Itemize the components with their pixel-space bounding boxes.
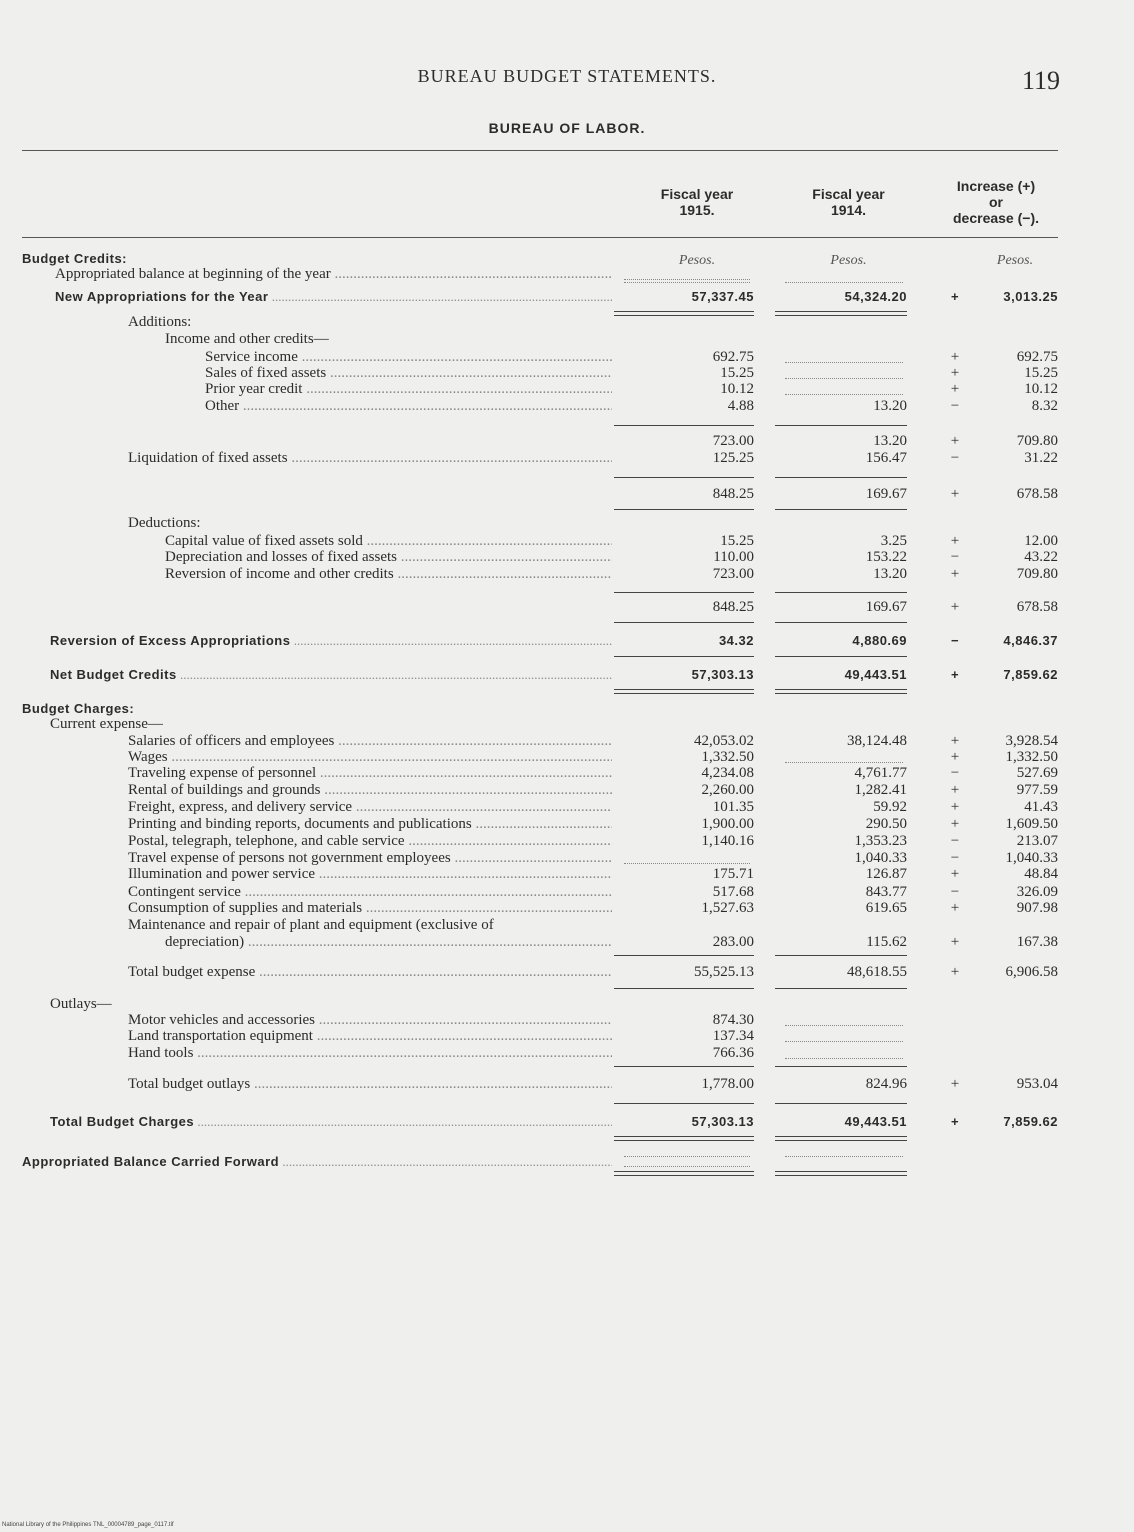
change-sign: −: [950, 549, 960, 565]
empty-cell-leader: [785, 282, 903, 283]
value-1915: 848.25: [712, 599, 754, 615]
table-row: [0, 934, 1134, 951]
value-1914: 1,282.41: [854, 782, 907, 798]
table-row: [0, 700, 1134, 717]
table-row: [0, 900, 1134, 917]
value-1914: 843.77: [865, 884, 907, 900]
table-row: [0, 450, 1134, 467]
change-value: 4,846.37: [1003, 633, 1058, 648]
value-1914: 48,618.55: [847, 964, 907, 980]
value-1914: 54,324.20: [844, 289, 907, 304]
change-sign: −: [950, 398, 960, 414]
value-1915: 15.25: [720, 365, 754, 381]
change-sign: +: [950, 349, 960, 365]
row-label: Appropriated Balance Carried Forward .....: [22, 1153, 612, 1170]
table-row: [0, 716, 1134, 733]
change-sign: +: [950, 566, 960, 582]
empty-cell-leader: [624, 1156, 750, 1157]
double-underline: [614, 689, 754, 694]
change-value: 953.04: [1016, 1076, 1058, 1092]
value-1915: 1,778.00: [701, 1076, 754, 1092]
col2-header-line2: 1914.: [830, 202, 867, 218]
value-1914: 13.20: [873, 398, 907, 414]
change-value: 709.80: [1016, 433, 1058, 449]
change-value: 326.09: [1016, 884, 1058, 900]
table-row: [0, 632, 1134, 649]
col3-header-line2: or: [989, 194, 1003, 210]
change-value: 167.38: [1016, 934, 1058, 950]
row-label: Budget Charges:: [22, 701, 135, 716]
col3-header-line3: decrease (−).: [953, 210, 1039, 226]
underline: [775, 477, 907, 478]
row-label: Contingent service .....: [128, 884, 612, 901]
value-1914: 156.47: [865, 450, 907, 466]
row-label: Rental of buildings and grounds .....: [128, 782, 612, 799]
row-label: Printing and binding reports, documents and publications .....: [128, 816, 612, 833]
row-label: Land transportation equipment .....: [128, 1028, 612, 1045]
change-sign: +: [950, 782, 960, 798]
col1-unit: Pesos.: [678, 253, 716, 268]
row-label: Consumption of supplies and materials .....: [128, 900, 612, 917]
change-value: 213.07: [1016, 833, 1058, 849]
change-value: 43.22: [1024, 549, 1058, 565]
row-label: Total budget expense .....: [128, 964, 612, 981]
double-underline: [614, 1171, 754, 1176]
change-sign: +: [950, 866, 960, 882]
value-1914: 13.20: [873, 566, 907, 582]
value-1914: 59.92: [873, 799, 907, 815]
table-row: [0, 599, 1134, 616]
underline: [775, 656, 907, 657]
row-label: Income and other credits—: [165, 331, 329, 347]
underline: [775, 1066, 907, 1067]
value-1914: 169.67: [865, 599, 907, 615]
table-row: [0, 850, 1134, 867]
change-value: 1,040.33: [1005, 850, 1058, 866]
row-label: Capital value of fixed assets sold .....: [165, 533, 612, 550]
change-sign: −: [950, 850, 960, 866]
value-1914: 290.50: [865, 816, 907, 832]
table-row: [0, 1028, 1134, 1045]
change-sign: +: [950, 533, 960, 549]
table-row: [0, 533, 1134, 550]
double-underline: [775, 311, 907, 316]
value-1915: 101.35: [712, 799, 754, 815]
table-row: [0, 486, 1134, 503]
col2-header: [790, 186, 907, 218]
change-value: 977.59: [1016, 782, 1058, 798]
row-label: Sales of fixed assets .....: [205, 365, 612, 382]
change-sign: −: [950, 833, 960, 849]
table-row: [0, 250, 1134, 267]
change-value: 10.12: [1024, 381, 1058, 397]
change-value: 15.25: [1024, 365, 1058, 381]
value-1915: 4.88: [727, 398, 754, 414]
row-label: New Appropriations for the Year .....: [55, 288, 612, 305]
row-label: Illumination and power service .....: [128, 866, 612, 883]
underline: [775, 622, 907, 623]
col3-header: [928, 178, 1064, 226]
table-row: [0, 1045, 1134, 1062]
value-1914: 126.87: [865, 866, 907, 882]
underline: [614, 1066, 754, 1067]
table-row: [0, 782, 1134, 799]
table-row: [0, 765, 1134, 782]
value-1915: 1,900.00: [701, 816, 754, 832]
change-value: 41.43: [1024, 799, 1058, 815]
table-row: [0, 365, 1134, 382]
col3-header-line1: Increase (+): [956, 178, 1036, 194]
value-1915: 1,332.50: [701, 749, 754, 765]
underline: [775, 1103, 907, 1104]
header-rule: [22, 237, 1058, 238]
change-sign: −: [950, 633, 960, 648]
row-label: Postal, telegraph, telephone, and cable service .....: [128, 833, 612, 850]
row-label: Total budget outlays .....: [128, 1076, 612, 1093]
table-row: [0, 433, 1134, 450]
table-row: [0, 733, 1134, 750]
change-sign: +: [950, 667, 960, 682]
change-value: 3,928.54: [1005, 733, 1058, 749]
row-label: Service income .....: [205, 349, 612, 366]
value-1914: 115.62: [866, 934, 907, 950]
table-row: [0, 1153, 1134, 1170]
table-row: [0, 314, 1134, 331]
col1-header-line2: 1915.: [679, 202, 715, 218]
row-label: Traveling expense of personnel .....: [128, 765, 612, 782]
change-value: 1,609.50: [1005, 816, 1058, 832]
value-1915: 137.34: [712, 1028, 754, 1044]
row-label: Deductions:: [128, 515, 201, 531]
underline: [614, 425, 754, 426]
underline: [614, 509, 754, 510]
value-1914: 4,761.77: [854, 765, 907, 781]
row-label: Hand tools .....: [128, 1045, 612, 1062]
table-row: [0, 381, 1134, 398]
underline: [614, 955, 754, 956]
value-1915: 766.36: [712, 1045, 754, 1061]
change-sign: +: [950, 1114, 960, 1129]
table-row: [0, 816, 1134, 833]
change-value: 678.58: [1016, 486, 1058, 502]
row-label: Reversion of income and other credits .....: [165, 566, 612, 583]
change-sign: +: [950, 433, 960, 449]
underline: [775, 425, 907, 426]
scan-footer: National Library of the Philippines TNL_00004789_page_0117.tif: [2, 1522, 174, 1528]
empty-cell-leader: [624, 282, 750, 283]
table-row: [0, 833, 1134, 850]
value-1914: 1,040.33: [854, 850, 907, 866]
value-1915: 15.25: [720, 533, 754, 549]
value-1914: 3.25: [880, 533, 907, 549]
double-underline: [775, 1171, 907, 1176]
row-label: Net Budget Credits .....: [50, 666, 612, 683]
underline: [614, 656, 754, 657]
value-1914: 49,443.51: [844, 667, 907, 682]
value-1915: 57,303.13: [691, 667, 754, 682]
value-1915: 283.00: [712, 934, 754, 950]
change-sign: +: [950, 900, 960, 916]
page-number: 119: [1022, 66, 1061, 95]
row-label: Total Budget Charges .....: [50, 1113, 612, 1130]
value-1915: 723.00: [712, 566, 754, 582]
change-value: 7,859.62: [1003, 667, 1058, 682]
change-sign: +: [950, 733, 960, 749]
value-1915: 34.32: [718, 633, 754, 648]
table-row: [0, 331, 1134, 348]
value-1914: 153.22: [865, 549, 907, 565]
table-row: [0, 549, 1134, 566]
change-value: 31.22: [1024, 450, 1058, 466]
value-1915: 1,527.63: [701, 900, 754, 916]
row-label: Motor vehicles and accessories .....: [128, 1012, 612, 1029]
table-row: [0, 1113, 1134, 1130]
table-row: [0, 566, 1134, 583]
row-label: Freight, express, and delivery service .....: [128, 799, 612, 816]
underline: [614, 477, 754, 478]
value-1915: 1,140.16: [701, 833, 754, 849]
change-sign: +: [950, 599, 960, 615]
value-1915: 4,234.08: [701, 765, 754, 781]
double-underline: [775, 689, 907, 694]
underline: [614, 622, 754, 623]
change-sign: +: [950, 816, 960, 832]
change-sign: +: [950, 381, 960, 397]
value-1914: 13.20: [873, 433, 907, 449]
table-row: [0, 917, 1134, 934]
row-label: Maintenance and repair of plant and equipment (exclusive of: [128, 917, 494, 933]
change-value: 1,332.50: [1005, 749, 1058, 765]
change-value: 12.00: [1024, 533, 1058, 549]
change-sign: +: [950, 934, 960, 950]
double-underline: [614, 1136, 754, 1141]
change-value: 678.58: [1016, 599, 1058, 615]
col1-header-line1: Fiscal year: [660, 186, 734, 202]
value-1915: 2,260.00: [701, 782, 754, 798]
table-row: [0, 266, 1134, 283]
change-sign: −: [950, 450, 960, 466]
row-label: Travel expense of persons not government employees .....: [128, 850, 612, 867]
change-value: 48.84: [1024, 866, 1058, 882]
table-row: [0, 866, 1134, 883]
table-row: [0, 996, 1134, 1013]
row-label: Appropriated balance at beginning of the year .....: [55, 266, 612, 283]
col2-unit: Pesos.: [830, 253, 867, 268]
change-value: 692.75: [1016, 349, 1058, 365]
row-label: Wages .....: [128, 749, 612, 766]
change-value: 527.69: [1016, 765, 1058, 781]
underline: [775, 509, 907, 510]
table-row: [0, 884, 1134, 901]
change-value: 3,013.25: [1003, 289, 1058, 304]
value-1914: 49,443.51: [844, 1114, 907, 1129]
table-row: [0, 515, 1134, 532]
underline: [614, 1103, 754, 1104]
change-value: 6,906.58: [1005, 964, 1058, 980]
value-1915: 57,337.45: [691, 289, 754, 304]
empty-cell-leader: [785, 1156, 903, 1157]
table-row: [0, 1012, 1134, 1029]
value-1914: 619.65: [865, 900, 907, 916]
running-title: BUREAU BUDGET STATEMENTS.: [417, 66, 717, 86]
value-1914: 169.67: [865, 486, 907, 502]
change-sign: +: [950, 486, 960, 502]
change-sign: +: [950, 289, 960, 304]
change-sign: +: [950, 1076, 960, 1092]
row-label: depreciation) .....: [165, 934, 612, 951]
underline: [614, 592, 754, 593]
table-row: [0, 749, 1134, 766]
table-row: [0, 349, 1134, 366]
table-row: [0, 666, 1134, 683]
change-sign: +: [950, 365, 960, 381]
value-1915: 57,303.13: [691, 1114, 754, 1129]
change-sign: +: [950, 749, 960, 765]
row-label: Prior year credit .....: [205, 381, 612, 398]
value-1915: 723.00: [712, 433, 754, 449]
row-label: Other .....: [205, 398, 612, 415]
value-1915: 110.00: [713, 549, 754, 565]
change-value: 8.32: [1031, 398, 1058, 414]
value-1915: 42,053.02: [694, 733, 754, 749]
change-value: 709.80: [1016, 566, 1058, 582]
row-label: Additions:: [128, 314, 192, 330]
row-label: Depreciation and losses of fixed assets .....: [165, 549, 612, 566]
value-1914: 1,353.23: [854, 833, 907, 849]
value-1914: 4,880.69: [852, 633, 907, 648]
table-row: [0, 398, 1134, 415]
value-1915: 125.25: [712, 450, 754, 466]
row-label: Salaries of officers and employees .....: [128, 733, 612, 750]
row-label: Reversion of Excess Appropriations .....: [50, 632, 612, 649]
col2-header-line1: Fiscal year: [812, 186, 885, 202]
value-1915: 175.71: [712, 866, 754, 882]
change-sign: −: [950, 765, 960, 781]
value-1915: 10.12: [720, 381, 754, 397]
row-label: Current expense—: [50, 716, 163, 732]
change-value: 7,859.62: [1003, 1114, 1058, 1129]
underline: [775, 955, 907, 956]
top-rule: [22, 150, 1058, 151]
col1-header: [640, 186, 754, 218]
value-1915: 848.25: [712, 486, 754, 502]
table-row: [0, 1076, 1134, 1093]
underline: [775, 988, 907, 989]
bureau-title: BUREAU OF LABOR.: [488, 120, 646, 136]
change-value: 907.98: [1016, 900, 1058, 916]
underline: [775, 592, 907, 593]
value-1915: 55,525.13: [694, 964, 754, 980]
value-1914: 38,124.48: [847, 733, 907, 749]
table-row: [0, 964, 1134, 981]
row-label: Budget Credits:: [22, 251, 127, 266]
value-1914: 824.96: [865, 1076, 907, 1092]
change-sign: +: [950, 964, 960, 980]
underline: [614, 988, 754, 989]
value-1915: 517.68: [712, 884, 754, 900]
change-sign: −: [950, 884, 960, 900]
row-label: Outlays—: [50, 996, 112, 1012]
change-sign: +: [950, 799, 960, 815]
table-row: [0, 288, 1134, 305]
value-1915: 874.30: [712, 1012, 754, 1028]
col3-unit: Pesos.: [996, 253, 1034, 268]
row-label: Liquidation of fixed assets .....: [128, 450, 612, 467]
value-1915: 692.75: [712, 349, 754, 365]
double-underline: [775, 1136, 907, 1141]
double-underline: [614, 311, 754, 316]
table-row: [0, 799, 1134, 816]
